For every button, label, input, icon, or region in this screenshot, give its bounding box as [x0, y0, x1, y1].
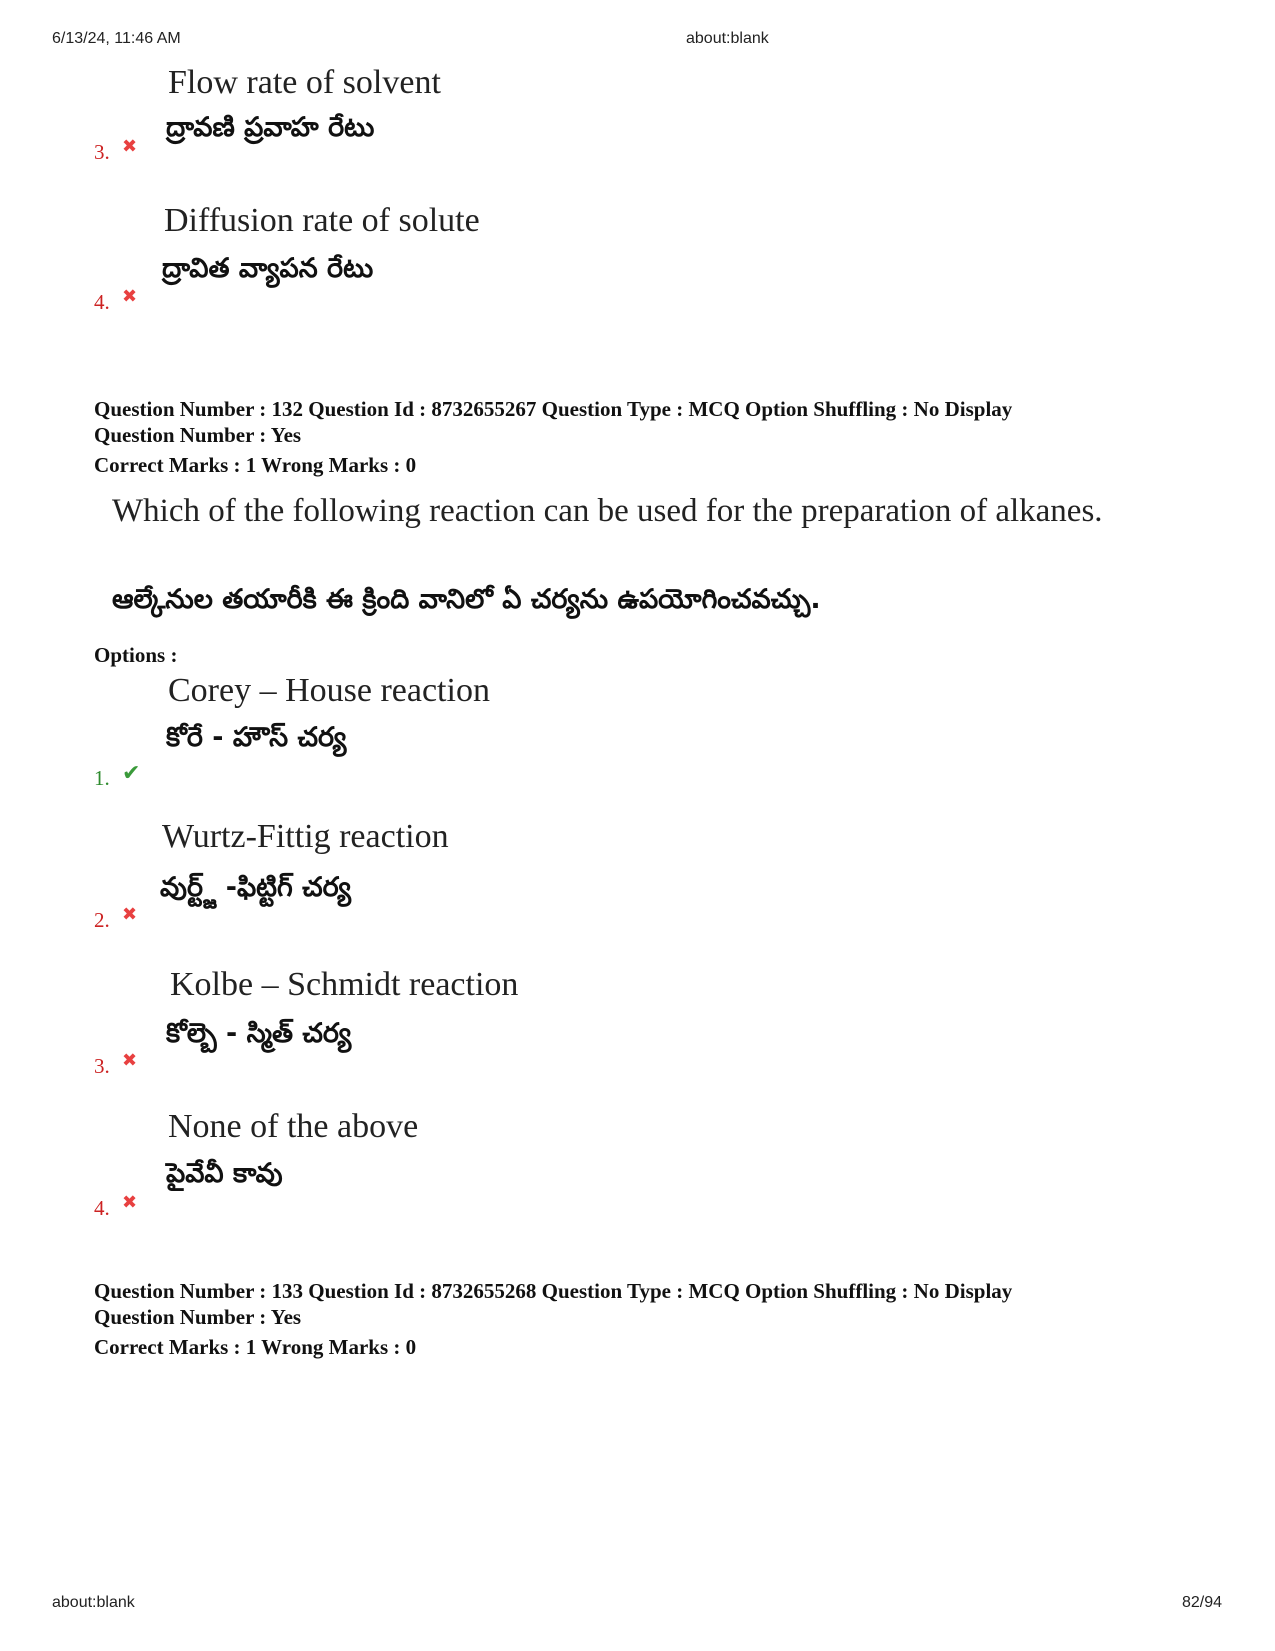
option-number: 1. — [94, 766, 110, 790]
footer-url: about:blank — [52, 1594, 135, 1611]
q132-meta-line2: Question Number : Yes — [94, 423, 302, 447]
check-icon: ✔ — [122, 760, 141, 785]
q132-marks: Correct Marks : 1 Wrong Marks : 0 — [94, 453, 417, 477]
q132-option-4 — [94, 1108, 1094, 1218]
wrong-icon: ✖ — [122, 286, 138, 306]
wrong-icon: ✖ — [122, 1050, 138, 1070]
option-telugu-text: వుర్ట్జ్ -ఫిట్టిగ్ చర్య — [160, 872, 352, 903]
option-english-text: None of the above — [168, 1108, 419, 1145]
option-english-text: Kolbe – Schmidt reaction — [170, 966, 519, 1003]
prev-option-3 — [94, 60, 1094, 170]
q133-marks: Correct Marks : 1 Wrong Marks : 0 — [94, 1335, 417, 1359]
option-english-text: Diffusion rate of solute — [164, 202, 480, 239]
q132-question-english: Which of the following reaction can be used for the preparation of alkanes. — [112, 493, 1103, 529]
q133-meta-line1: Question Number : 133 Question Id : 8732655268 Question Type : MCQ Option Shuffling : No Display — [94, 1279, 1013, 1303]
q132-option-2 — [94, 818, 1094, 932]
prev-option-4 — [94, 200, 1094, 320]
option-telugu-text: ద్రావిత వ్యాపన రేటు — [162, 253, 374, 284]
option-telugu-text: ద్రావణి ప్రవాహ రేటు — [166, 112, 375, 143]
option-number: 3. — [94, 1054, 110, 1078]
option-number: 3. — [94, 140, 110, 164]
option-number: 2. — [94, 908, 110, 932]
option-number: 4. — [94, 290, 110, 314]
q132-meta-line1: Question Number : 132 Question Id : 8732655267 Question Type : MCQ Option Shuffling : No Display — [94, 397, 1013, 421]
page-number: 82/94 — [1181, 1594, 1222, 1611]
wrong-icon: ✖ — [122, 904, 138, 924]
q132-question-telugu: ఆల్కేనుల తయారీకి ఈ క్రింది వానిలో ఏ చర్యను ఉపయోగించవచ్చు. — [112, 584, 821, 615]
option-number: 4. — [94, 1196, 110, 1220]
option-telugu-text: కోరే - హౌస్ చర్య — [166, 722, 347, 753]
q132-option-1 — [94, 672, 1094, 802]
print-url: about:blank — [686, 30, 769, 47]
option-telugu-text: పైవేవీ కావు — [166, 1158, 283, 1189]
print-datetime: 6/13/24, 11:46 AM — [52, 30, 181, 47]
q132-option-3 — [94, 966, 1094, 1076]
option-english-text: Wurtz-Fittig reaction — [162, 818, 449, 855]
option-english-text: Corey – House reaction — [168, 672, 490, 709]
options-label: Options : — [94, 643, 178, 667]
wrong-icon: ✖ — [122, 136, 138, 156]
wrong-icon: ✖ — [122, 1192, 138, 1212]
option-telugu-text: కోల్బె - స్మిత్ చర్య — [166, 1018, 352, 1049]
q133-meta-line2: Question Number : Yes — [94, 1305, 302, 1329]
option-english-text: Flow rate of solvent — [168, 64, 441, 101]
